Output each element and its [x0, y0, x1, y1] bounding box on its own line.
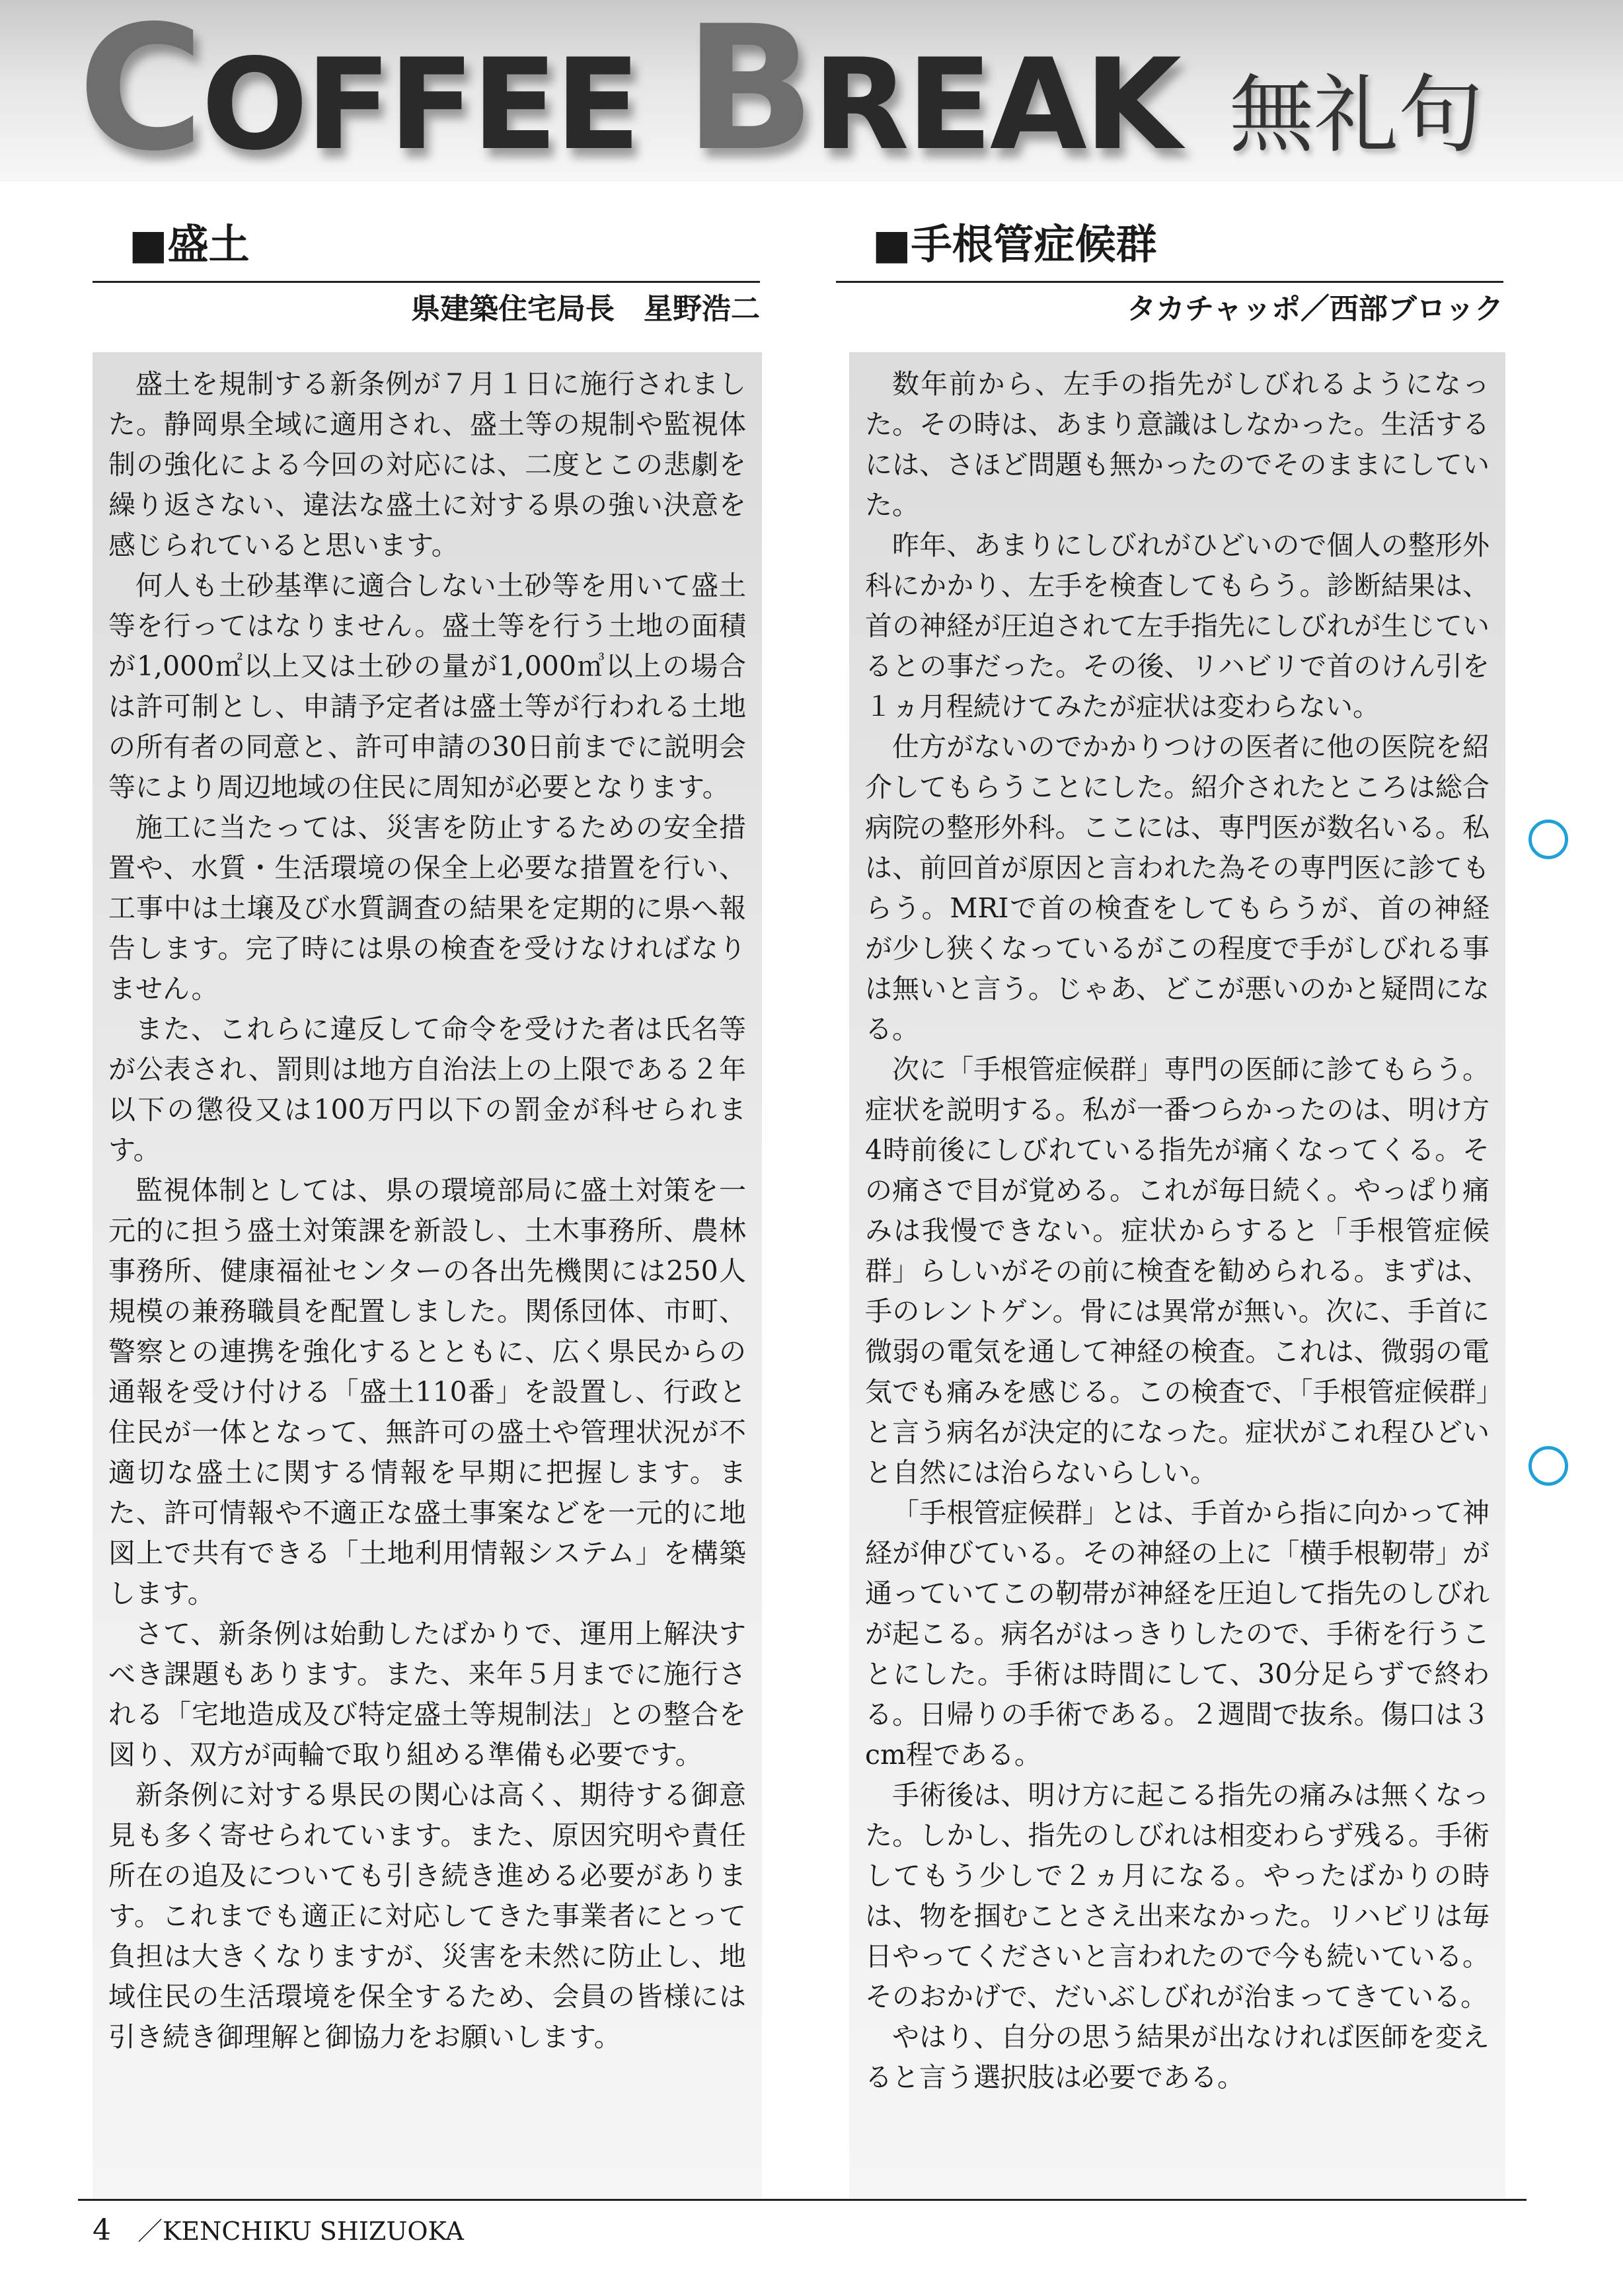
header-banner [0, 0, 1623, 189]
article-author: 県建築住宅局長 星野浩二 [411, 292, 760, 326]
page-number: 4 [93, 2213, 111, 2247]
article-right [836, 208, 1503, 2198]
article-paragraph: 次に「手根管症候群」専門の医師に診てもらう。症状を説明する。私が一番つらかったのは、明け方4時前後にしびれている指先が痛くなってくる。その痛さで目が覚める。これが毎日続く。やっぱり痛みは我慢できない。症状からすると「手根管症候群」らしいがその前に検査を勧められる。まずは、手のレントゲン。骨には異常が無い。次に、手首に微弱の電気を通して神経の検査。これは、微弱の電気でも痛みを感じる。この検査で、「手根管症候群」と言う病名が決定的になった。症状がこれ程ひどいと自然には治らないらしい。 [865, 1053, 1490, 1488]
article-paragraph: 盛土を規制する新条例が７月１日に施行されました。静岡県全域に適用され、盛土等の規制や監視体制の強化による今回の対応には、二度とこの悲劇を繰り返さない、違法な盛土に対する県の強い決意を感じられていると思います。 [108, 368, 746, 561]
article-author: タカチャッポ／西部ブロック [1127, 292, 1503, 326]
article-paragraph: さて、新条例は始動したばかりで、運用上解決すべき課題もあります。また、来年５月までに施行される「宅地造成及び特定盛土等規制法」との整合を図り、双方が両輪で取り組める準備も必要です。 [108, 1618, 746, 1771]
article-paragraph: 数年前から、左手の指先がしびれるようになった。その時は、あまり意識はしなかった。生活するには、さほど問題も無かったのでそのままにしていた。 [865, 368, 1490, 521]
article-paragraph: 新条例に対する県民の関心は高く、期待する御意見も多く寄せられています。また、原因究明や責任所在の追及についても引き続き進める必要があります。これまでも適正に対応してきた事業者にとって負担は大きくなりますが、災害を未然に防止し、地域住民の生活環境を保全するため、会員の皆様には引き続き御理解と御協力をお願いします。 [108, 1779, 746, 2053]
footer-rule [78, 2199, 1527, 2201]
masthead-letter-b: B [684, 0, 813, 189]
binder-hole-circle-icon [1529, 820, 1568, 859]
article-paragraph: 手術後は、明け方に起こる指先の痛みは無くなった。しかし、指先のしびれは相変わらず残る。手術してもう少しで２ヵ月になる。やったばかりの時は、物を掴むことさえ出来なかった。リハビリは毎日やってくださいと言われたので今も続いている。そのおかげで、だいぶしびれが治まってきている。 [865, 1779, 1490, 2012]
masthead-letter-c: C [78, 0, 202, 189]
publication-name: ／KENCHIKU SHIZUOKA [137, 2217, 464, 2246]
article-paragraph: 施工に当たっては、災害を防止するための安全措置や、水質・生活環境の保全上必要な措置を行い、工事中は土壌及び水質調査の結果を定期的に県へ報告します。完了時には県の検査を受けなければなりません。 [108, 812, 746, 1005]
masthead-coffee-break [78, 0, 1180, 189]
article-left [93, 208, 760, 2198]
article-paragraph: 昨年、あまりにしびれがひどいので個人の整形外科にかかり、左手を検査してもらう。診断結果は、首の神経が圧迫されて左手指先にしびれが生じているとの事だった。その後、リハビリで首のけん引を１ヵ月程続けてみたが症状は変わらない。 [865, 529, 1490, 722]
article-title: ■盛土 [93, 208, 760, 283]
binder-hole-circle-icon [1529, 1446, 1568, 1486]
masthead-word-offee: OFFEE [201, 32, 638, 178]
article-paragraph: また、これらに違反して命令を受けた者は氏名等が公表され、罰則は地方自治法上の上限である２年以下の懲役又は100万円以下の罰金が科せられます。 [108, 1013, 746, 1166]
corner-title: 無礼句 [1229, 66, 1484, 165]
article-paragraph: 何人も土砂基準に適合しない土砂等を用いて盛土等を行ってはなりません。盛土等を行う土地の面積が1,000㎡以上又は土砂の量が1,000㎥以上の場合は許可制とし、申請予定者は盛土等が行われる土地の所有者の同意と、許可申請の30日前までに説明会等により周辺地域の住民に周知が必要となります。 [108, 570, 746, 803]
article-body [849, 352, 1505, 2198]
article-paragraph: やはり、自分の思う結果が出なければ医師を変えると言う選択肢は必要である。 [865, 2021, 1490, 2093]
masthead-word-reak: REAK [812, 32, 1180, 178]
page-footer [93, 2211, 464, 2250]
article-title: ■手根管症候群 [836, 208, 1503, 283]
article-paragraph: 仕方がないのでかかりつけの医者に他の医院を紹介してもらうことにした。紹介されたところは総合病院の整形外科。ここには、専門医が数名いる。私は、前回首が原因と言われた為その専門医に診てもらう。MRIで首の検査をしてもらうが、首の神経が少し狭くなっているがこの程度で手がしびれる事は無いと言う。じゃあ、どこが悪いのかと疑問になる。 [865, 731, 1490, 1045]
article-paragraph: 監視体制としては、県の環境部局に盛土対策を一元的に担う盛土対策課を新設し、土木事務所、農林事務所、健康福祉センターの各出先機関には250人規模の兼務職員を配置しました。関係団体、市町、警察との連携を強化するとともに、広く県民からの通報を受け付ける「盛土110番」を設置し、行政と住民が一体となって、無許可の盛土や管理状況が不適切な盛土に関する情報を早期に把握します。また、許可情報や不適正な盛土事案などを一元的に地図上で共有できる「土地利用情報システム」を構築します。 [108, 1174, 746, 1609]
article-paragraph: 「手根管症候群」とは、手首から指に向かって神経が伸びている。その神経の上に「横手根靭帯」が通っていてこの靭帯が神経を圧迫して指先のしびれが起こる。病名がはっきりしたので、手術を行うことにした。手術は時間にして、30分足らずで終わる。日帰りの手術である。２週間で抜糸。傷口は３cm程である。 [865, 1497, 1490, 1771]
article-body [93, 352, 762, 2198]
